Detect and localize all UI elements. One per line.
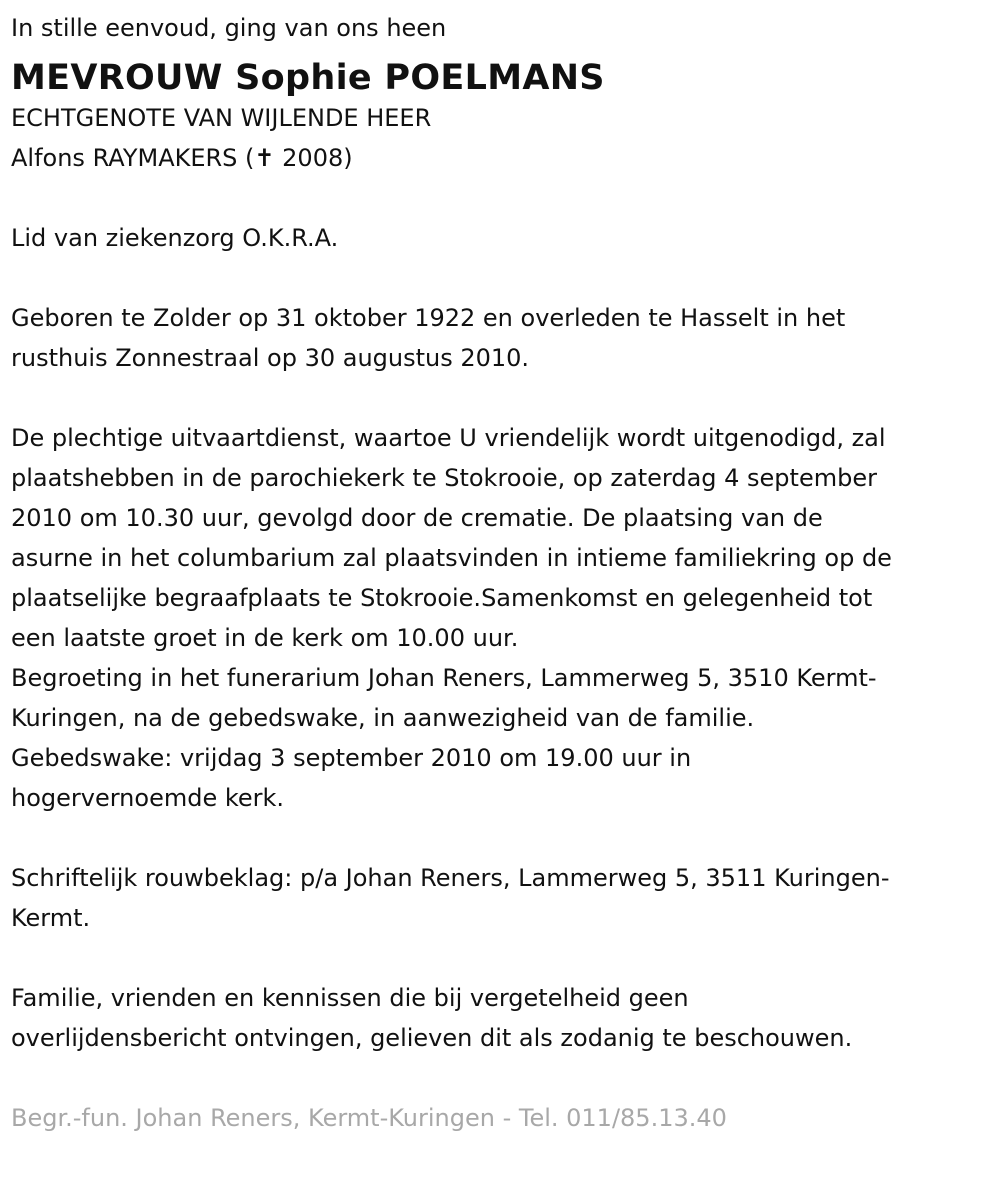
ceremony-paragraph [11,418,996,818]
birth-death-paragraph [11,298,996,378]
paragraph-line: Gebedswake: vrijdag 3 september 2010 om 19.00 uur in [11,744,692,772]
paragraph-line: Geboren te Zolder op 31 oktober 1922 en overleden te Hasselt in het [11,304,846,332]
paragraph-line: Kermt. [11,904,91,932]
paragraph-line: Kuringen, na de gebedswake, in aanwezigheid van de familie. [11,704,755,732]
paragraph-line: rusthuis Zonnestraal op 30 augustus 2010. [11,344,530,372]
spacer [11,178,996,218]
spacer [11,938,996,978]
paragraph-line: hogervernoemde kerk. [11,784,285,812]
paragraph-line: De plechtige uitvaartdienst, waartoe U vriendelijk wordt uitgenodigd, zal [11,424,886,452]
closing-paragraph [11,978,996,1058]
paragraph-line: Schriftelijk rouwbeklag: p/a Johan Reners, Lammerweg 5, 3511 Kuringen- [11,864,890,892]
paragraph-line: Familie, vrienden en kennissen die bij vergetelheid geen [11,984,689,1012]
spacer [11,818,996,858]
spacer [11,378,996,418]
spouse-title: ECHTGENOTE VAN WIJLENDE HEER [11,104,432,132]
spacer [11,258,996,298]
funeral-home-footer: Begr.-fun. Johan Reners, Kermt-Kuringen - Tel. 011/85.13.40 [11,1104,727,1132]
spouse-name: Alfons RAYMAKERS (✝ 2008) [11,144,353,172]
paragraph-line: asurne in het columbarium zal plaatsvinden in intieme familiekring op de [11,544,892,572]
paragraph-line: een laatste groet in de kerk om 10.00 uur. [11,624,519,652]
paragraph-line: plaatshebben in de parochiekerk te Stokrooie, op zaterdag 4 september [11,464,877,492]
paragraph-line: plaatselijke begraafplaats te Stokrooie.Samenkomst en gelegenheid tot [11,584,873,612]
spacer [11,1058,996,1098]
condolences-paragraph [11,858,996,938]
deceased-name: MEVROUW Sophie POELMANS [11,58,605,98]
paragraph-line: Begroeting in het funerarium Johan Reners, Lammerweg 5, 3510 Kermt- [11,664,877,692]
membership-text: Lid van ziekenzorg O.K.R.A. [11,224,339,252]
paragraph-line: 2010 om 10.30 uur, gevolgd door de crematie. De plaatsing van de [11,504,823,532]
paragraph-line: overlijdensbericht ontvingen, gelieven dit als zodanig te beschouwen. [11,1024,853,1052]
intro-text: In stille eenvoud, ging van ons heen [11,14,447,42]
death-notice [11,8,996,1138]
